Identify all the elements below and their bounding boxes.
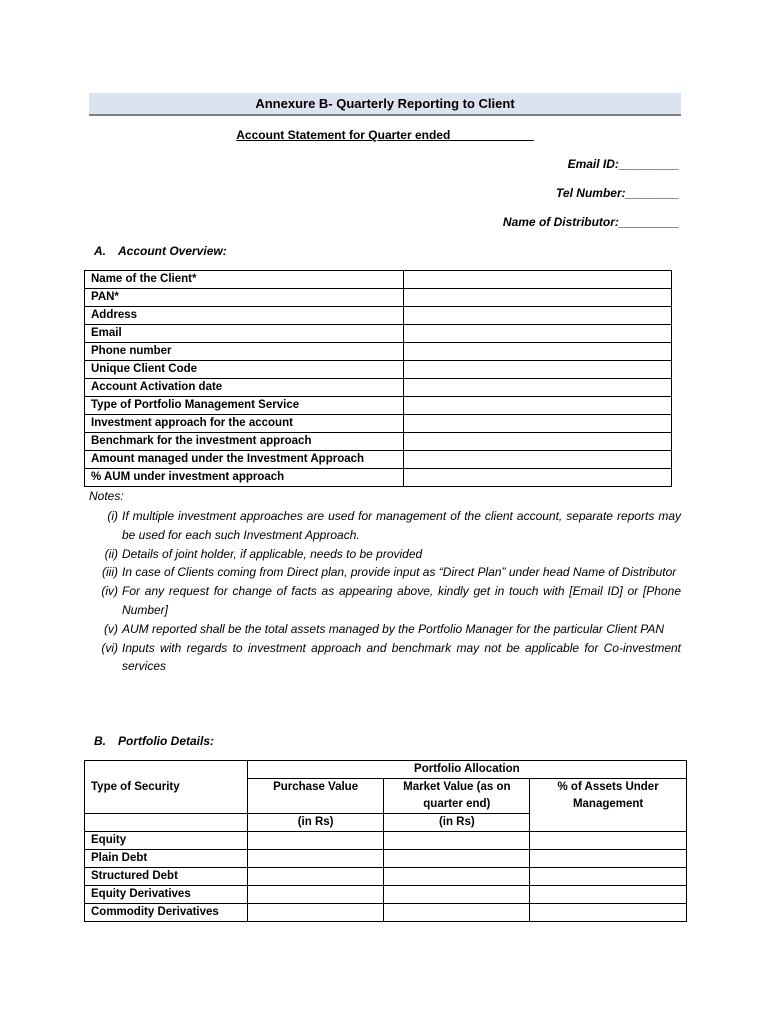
- overview-value-cell: [404, 415, 672, 433]
- security-type: Plain Debt: [85, 850, 248, 868]
- overview-value-cell: [404, 433, 672, 451]
- note-number: (i): [107, 509, 118, 523]
- table-row: [85, 271, 672, 289]
- notes-list: [89, 507, 681, 676]
- overview-label: Investment approach for the account: [85, 415, 404, 433]
- overview-label: PAN*: [85, 289, 404, 307]
- overview-value-cell: [404, 361, 672, 379]
- overview-label: Address: [85, 307, 404, 325]
- overview-value-cell: [404, 343, 672, 361]
- col-market-header-line2: quarter end): [423, 798, 491, 810]
- col-type-header: Type of Security: [85, 761, 248, 814]
- account-overview-table: [84, 270, 672, 487]
- note-text: In case of Clients coming from Direct plan, provide input as “Direct Plan” under head Name of Distributor: [122, 565, 677, 580]
- cell: [384, 904, 530, 922]
- security-type: Commodity Derivatives: [85, 904, 248, 922]
- section-b-heading: [94, 734, 214, 748]
- note-text: Details of joint holder, if applicable, needs to be provided: [122, 546, 423, 561]
- overview-value-cell: [404, 307, 672, 325]
- section-b-title: Portfolio Details:: [118, 734, 215, 748]
- table-row: [85, 904, 687, 922]
- cell: [247, 904, 384, 922]
- table-row: [85, 343, 672, 361]
- table-row: [85, 850, 687, 868]
- section-a-number: A.: [94, 244, 106, 258]
- table-row: [85, 379, 672, 397]
- note-number: (v): [104, 621, 118, 636]
- overview-label: Account Activation date: [85, 379, 404, 397]
- overview-value-cell: [404, 271, 672, 289]
- email-line: Email ID:_________: [567, 157, 679, 171]
- note-text: AUM reported shall be the total assets managed by the Portfolio Manager for the particular Client PAN: [122, 621, 665, 636]
- list-item: [89, 639, 681, 677]
- overview-value-cell: [404, 469, 672, 487]
- overview-label: Type of Portfolio Management Service: [85, 397, 404, 415]
- document-title: Annexure B- Quarterly Reporting to Client: [89, 93, 681, 116]
- note-number: (iii): [102, 565, 118, 580]
- overview-label: Amount managed under the Investment Approach: [85, 451, 404, 469]
- col-pct-header: [530, 779, 687, 832]
- portfolio-details-table: [84, 760, 687, 922]
- table-row: [85, 886, 687, 904]
- cell: [530, 886, 687, 904]
- portfolio-allocation-header: Portfolio Allocation: [247, 761, 686, 779]
- table-row: [85, 469, 672, 487]
- security-type: Structured Debt: [85, 868, 248, 886]
- table-row: [85, 433, 672, 451]
- overview-label: Email: [85, 325, 404, 343]
- note-text: For any request for change of facts as appearing above, kindly get in touch with [Email ID] or [Phone Number]: [122, 584, 681, 617]
- list-item: [89, 545, 681, 564]
- list-item: [89, 563, 681, 582]
- cell: [384, 832, 530, 850]
- cell: [530, 850, 687, 868]
- cell: [530, 868, 687, 886]
- table-row: [85, 832, 687, 850]
- cell: [247, 850, 384, 868]
- section-a-title: Account Overview:: [118, 244, 227, 258]
- overview-value-cell: [404, 379, 672, 397]
- cell: [530, 904, 687, 922]
- security-type: Equity: [85, 832, 248, 850]
- statement-subtitle: [89, 128, 681, 142]
- col-pct-header-line1: % of Assets Under: [557, 781, 659, 793]
- note-number: (vi): [101, 640, 118, 655]
- overview-value-cell: [404, 325, 672, 343]
- cell: [247, 832, 384, 850]
- overview-label: Unique Client Code: [85, 361, 404, 379]
- overview-label: Phone number: [85, 343, 404, 361]
- note-number: (ii): [104, 546, 118, 561]
- table-row: [85, 325, 672, 343]
- section-a-heading: [94, 244, 227, 258]
- unit-purchase: (in Rs): [247, 814, 384, 832]
- table-row: [85, 289, 672, 307]
- overview-label: Benchmark for the investment approach: [85, 433, 404, 451]
- cell: [530, 832, 687, 850]
- table-row: [85, 307, 672, 325]
- security-type: Equity Derivatives: [85, 886, 248, 904]
- note-text: If multiple investment approaches are used for management of the client account, separate reports may be used for each such Investment Approach.: [122, 509, 681, 542]
- unit-market: (in Rs): [384, 814, 530, 832]
- overview-value-cell: [404, 451, 672, 469]
- note-number: (iv): [101, 584, 118, 599]
- col-purchase-header: Purchase Value: [247, 779, 384, 814]
- cell: [384, 850, 530, 868]
- overview-label: Name of the Client*: [85, 271, 404, 289]
- overview-label: % AUM under investment approach: [85, 469, 404, 487]
- cell: [384, 868, 530, 886]
- table-row: [85, 868, 687, 886]
- col-pct-header-line2: Management: [572, 798, 644, 810]
- overview-value-cell: [404, 289, 672, 307]
- tel-line: Tel Number:________: [556, 186, 679, 200]
- col-market-header: [384, 779, 530, 814]
- table-row: [85, 397, 672, 415]
- cell: [384, 886, 530, 904]
- section-b-number: B.: [94, 734, 106, 748]
- cell: [247, 886, 384, 904]
- statement-subtitle-text: Account Statement for Quarter ended ____________: [236, 128, 534, 142]
- note-text: Inputs with regards to investment approach and benchmark may not be applicable for Co-investment services: [122, 640, 681, 674]
- table-row: [85, 761, 687, 779]
- notes-label: Notes:: [89, 489, 124, 503]
- col-market-header-line1: Market Value (as on: [403, 781, 511, 793]
- col-type-spacer: [85, 814, 248, 832]
- distributor-line: Name of Distributor:_________: [502, 215, 679, 229]
- list-item: [89, 507, 681, 545]
- list-item: [89, 582, 681, 620]
- list-item: [89, 620, 681, 639]
- table-row: [85, 451, 672, 469]
- cell: [247, 868, 384, 886]
- table-row: [85, 415, 672, 433]
- overview-value-cell: [404, 397, 672, 415]
- table-row: [85, 361, 672, 379]
